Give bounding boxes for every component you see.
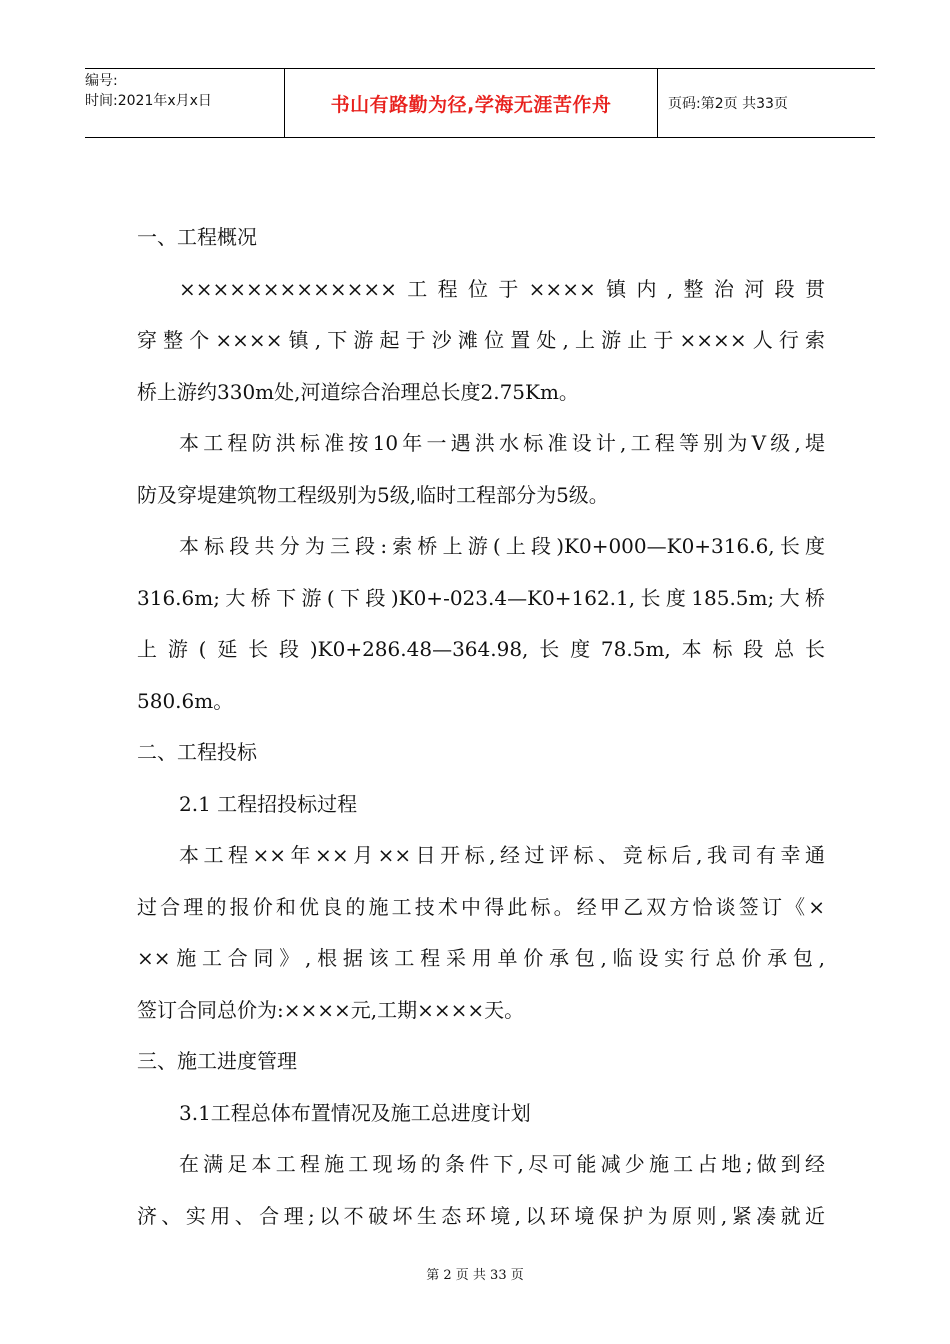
header-motto-cell xyxy=(285,69,658,137)
subsection-2-1-title: 2.1 工程招投标过程 xyxy=(179,791,358,816)
paragraph-line: 316.6m;大桥下游(下段)K0+-023.4—K0+162.1,长度185.5m;大桥 xyxy=(137,585,825,610)
section-2-title: 二、工程投标 xyxy=(137,740,257,764)
header-page-label: 页码:第2页 共33页 xyxy=(668,96,788,112)
header-page-cell xyxy=(658,69,875,137)
paragraph-line: 上游(延长段)K0+286.48—364.98,长度78.5m,本标段总长 xyxy=(137,637,825,661)
paragraph-line: 过合理的报价和优良的施工技术中得此标。经甲乙双方恰谈签订《× xyxy=(137,894,825,919)
paragraph-line: 580.6m。 xyxy=(137,688,234,713)
paragraph-line: 本工程××年××月××日开标,经过评标、竞标后,我司有幸通 xyxy=(179,843,825,867)
document-body xyxy=(137,212,825,1242)
paragraph-line: 签订合同总价为:××××元,工期××××天。 xyxy=(137,997,525,1022)
subsection-3-1-title: 3.1工程总体布置情况及施工总进度计划 xyxy=(179,1100,531,1125)
section-1-title: 一、工程概况 xyxy=(137,225,257,249)
page-footer: 第 2 页 共 33 页 xyxy=(426,1268,524,1283)
header-time-label: 时间:2021年x月x日 xyxy=(85,93,212,109)
paragraph-line: 济、实用、合理;以不破坏生态环境,以环境保护为原则,紧凑就近 xyxy=(137,1203,825,1228)
paragraph-line: 防及穿堤建筑物工程级别为5级,临时工程部分为5级。 xyxy=(137,482,609,507)
paragraph-line: 桥上游约330m处,河道综合治理总长度2.75Km。 xyxy=(137,379,579,404)
page-header xyxy=(85,68,875,138)
header-meta xyxy=(85,69,285,137)
section-3-title: 三、施工进度管理 xyxy=(137,1049,297,1073)
paragraph-line: ××施工合同》,根据该工程采用单价承包,临设实行总价承包, xyxy=(137,946,825,970)
paragraph-line: ×××××××××××××工程位于××××镇内,整治河段贯 xyxy=(179,276,825,301)
header-motto: 书山有路勤为径,学海无涯苦作舟 xyxy=(330,93,612,116)
paragraph-line: 本工程防洪标准按10年一遇洪水标准设计,工程等别为Ⅴ级,堤 xyxy=(179,431,825,455)
header-number-label: 编号: xyxy=(85,73,118,89)
paragraph-line: 在满足本工程施工现场的条件下,尽可能减少施工占地;做到经 xyxy=(179,1152,825,1176)
paragraph-line: 穿整个××××镇,下游起于沙滩位置处,上游止于××××人行索 xyxy=(137,328,825,352)
paragraph-line: 本标段共分为三段:索桥上游(上段)K0+000—K0+316.6,长度 xyxy=(179,534,825,558)
